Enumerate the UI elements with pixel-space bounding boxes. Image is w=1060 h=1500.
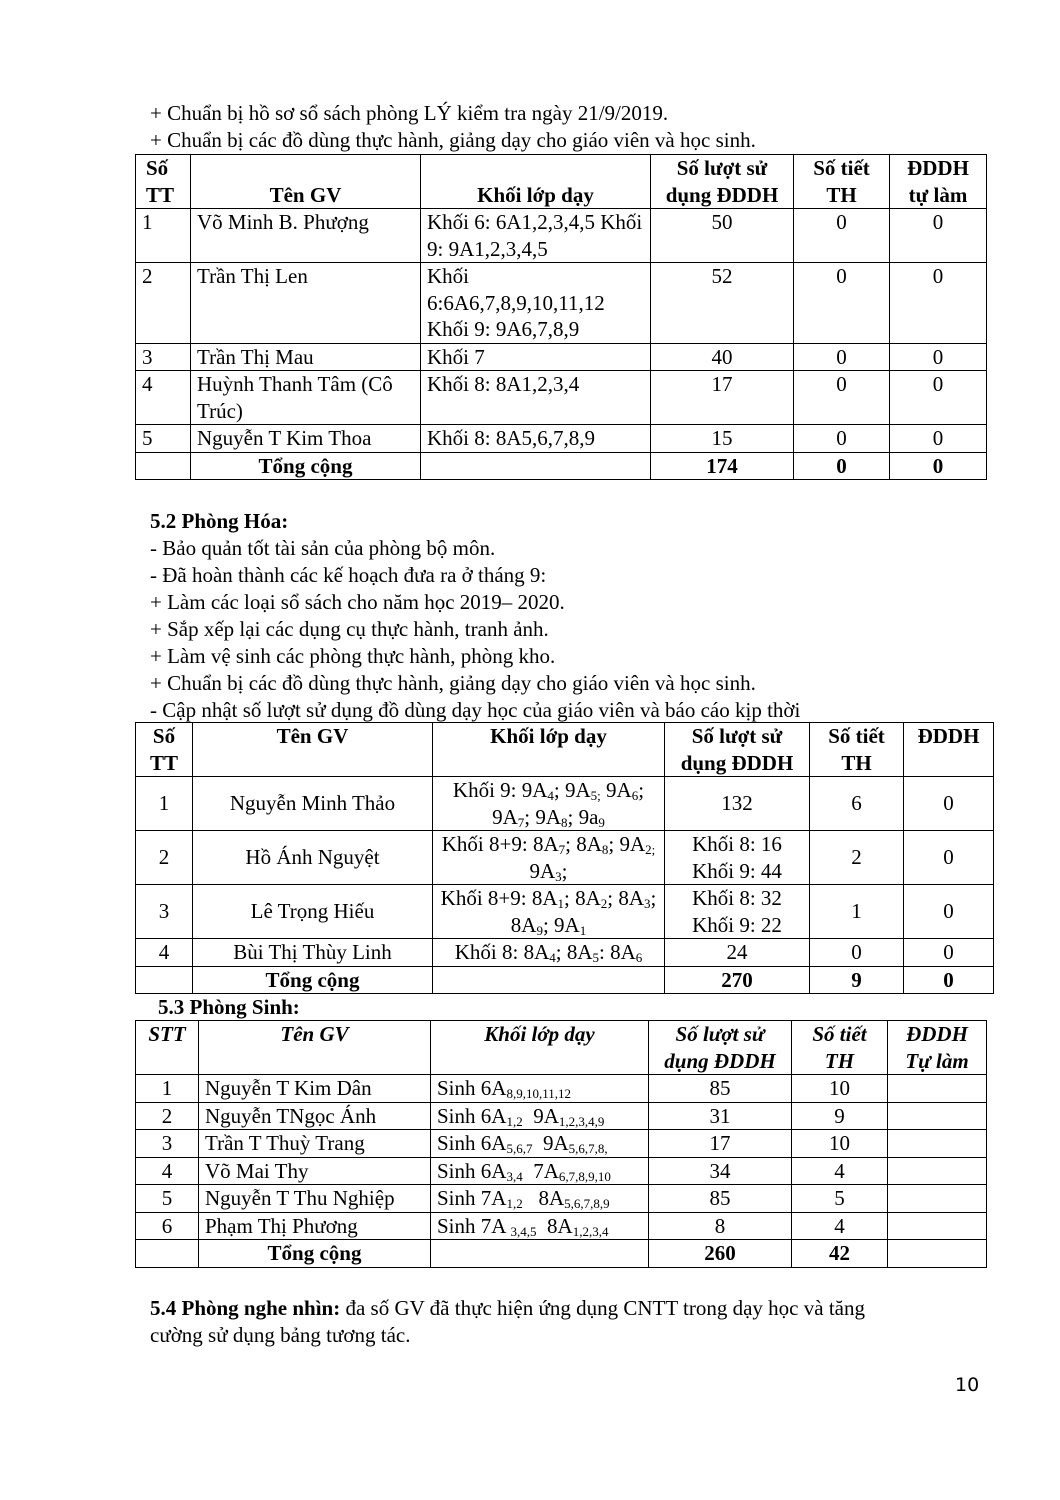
table-row xyxy=(136,1185,987,1213)
row-uses: 85 xyxy=(649,1075,792,1103)
total-label: Tổng cộng xyxy=(199,1240,431,1268)
row-grade: Sinh $6A_{1,2}$ $9A_{1,2,3,4,9}$ xyxy=(431,1102,649,1130)
row-stt: 4 xyxy=(136,1157,199,1185)
total-empty-cell xyxy=(421,452,651,480)
total-label: Tổng cộng xyxy=(191,452,421,480)
row-grade: Khối 8: 8A5,6,7,8,9 xyxy=(421,425,651,453)
row-teacher: Nguyễn T Kim Dân xyxy=(199,1075,431,1103)
row-stt: 5 xyxy=(136,425,191,453)
total-self-made xyxy=(888,1240,987,1268)
table-row xyxy=(136,1130,987,1158)
table-row xyxy=(136,777,994,831)
row-practice: 9 xyxy=(792,1102,888,1130)
table-row xyxy=(136,371,987,425)
header-self-made: ĐDDH Tự làm xyxy=(888,1021,987,1075)
section-5-2-line: + Chuẩn bị các đồ dùng thực hành, giảng dạy cho giáo viên và học sinh. xyxy=(150,671,756,695)
section-5-2-line: - Cập nhật số lượt sử dụng đồ dùng dạy học của giáo viên và báo cáo kịp thời xyxy=(150,698,801,722)
section-5-2-heading: 5.2 Phòng Hóa: xyxy=(150,509,289,533)
row-self-made: 0 xyxy=(904,831,994,885)
header-grade: Khối lớp dạy xyxy=(421,155,651,209)
total-practice: 9 xyxy=(810,966,904,994)
total-practice: 0 xyxy=(794,452,890,480)
row-stt: 6 xyxy=(136,1212,199,1240)
row-uses: 24 xyxy=(665,939,810,967)
row-teacher: Nguyễn T Thu Nghiệp xyxy=(199,1185,431,1213)
table-row xyxy=(136,1075,987,1103)
header-grade: Khối lớp dạy xyxy=(433,723,665,777)
row-grade: Khối 6: 6A1,2,3,4,5 Khối 9: 9A1,2,3,4,5 xyxy=(421,209,651,263)
header-teacher: Tên GV xyxy=(193,723,433,777)
row-teacher: Bùi Thị Thùy Linh xyxy=(193,939,433,967)
total-empty-cell xyxy=(136,966,193,994)
table-chemistry-room xyxy=(135,722,994,994)
row-self-made: 0 xyxy=(904,777,994,831)
row-teacher: Trần Thị Len xyxy=(191,263,421,344)
row-uses: 40 xyxy=(651,343,794,371)
row-practice: 10 xyxy=(792,1075,888,1103)
header-stt: STT xyxy=(136,1021,199,1075)
header-uses: Số lượt sử dụng ĐDDH xyxy=(651,155,794,209)
row-stt: 2 xyxy=(136,1102,199,1130)
row-self-made: 0 xyxy=(904,939,994,967)
row-stt: 1 xyxy=(136,209,191,263)
row-self-made: 0 xyxy=(890,209,987,263)
row-stt: 2 xyxy=(136,263,191,344)
row-uses: Khối 8: 16 Khối 9: 44 xyxy=(665,831,810,885)
row-grade: Khối 8: $8A_4$; $8A_5$: $8A_6$ xyxy=(433,939,665,967)
table-header-row xyxy=(136,1021,987,1075)
total-empty-cell xyxy=(136,1240,199,1268)
table-row xyxy=(136,209,987,263)
table-header-row xyxy=(136,155,987,209)
table-row xyxy=(136,939,994,967)
header-stt: Số TT xyxy=(136,723,193,777)
table-row xyxy=(136,425,987,453)
row-teacher: Trần T Thuỳ Trang xyxy=(199,1130,431,1158)
row-practice: 1 xyxy=(810,885,904,939)
row-stt: 3 xyxy=(136,885,193,939)
row-teacher: Phạm Thị Phương xyxy=(199,1212,431,1240)
row-self-made: 0 xyxy=(890,371,987,425)
header-teacher: Tên GV xyxy=(199,1021,431,1075)
row-stt: 2 xyxy=(136,831,193,885)
row-self-made xyxy=(888,1102,987,1130)
total-self-made: 0 xyxy=(890,452,987,480)
section-5-2-line: + Sắp xếp lại các dụng cụ thực hành, tranh ảnh. xyxy=(150,617,549,641)
row-uses: 8 xyxy=(649,1212,792,1240)
row-stt: 1 xyxy=(136,1075,199,1103)
table-physics-room xyxy=(135,154,987,480)
header-practice: Số tiết TH xyxy=(794,155,890,209)
row-self-made xyxy=(888,1185,987,1213)
row-practice: 6 xyxy=(810,777,904,831)
row-grade: Sinh $6A_{3,4}$ $7A_{6,7,8,9,10}$ xyxy=(431,1157,649,1185)
header-uses: Số lượt sử dụng ĐDDH xyxy=(649,1021,792,1075)
section-5-4-text-line-2: cường sử dụng bảng tương tác. xyxy=(150,1323,411,1347)
total-uses: 260 xyxy=(649,1240,792,1268)
section-5-2-line: - Đã hoàn thành các kế hoạch đưa ra ở tháng 9: xyxy=(150,563,547,587)
row-uses: 85 xyxy=(649,1185,792,1213)
section-5-4-paragraph xyxy=(150,1295,865,1322)
row-teacher: Nguyễn TNgọc Ánh xyxy=(199,1102,431,1130)
total-practice: 42 xyxy=(792,1240,888,1268)
section-5-2-line: + Làm vệ sinh các phòng thực hành, phòng kho. xyxy=(150,644,556,668)
section-5-2-line: + Làm các loại sổ sách cho năm học 2019– 2020. xyxy=(150,590,565,614)
row-stt: 3 xyxy=(136,1130,199,1158)
row-practice: 4 xyxy=(792,1157,888,1185)
total-uses: 174 xyxy=(651,452,794,480)
row-stt: 4 xyxy=(136,939,193,967)
row-self-made xyxy=(888,1212,987,1240)
header-stt: Số TT xyxy=(136,155,191,209)
row-uses: 132 xyxy=(665,777,810,831)
header-self-made: ĐDDH xyxy=(904,723,994,777)
row-uses: 50 xyxy=(651,209,794,263)
row-grade: Sinh 7A $_{3,4,5}$ $8A_{1,2,3,4}$ xyxy=(431,1212,649,1240)
table-row xyxy=(136,343,987,371)
table-total-row xyxy=(136,452,987,480)
row-uses: 34 xyxy=(649,1157,792,1185)
row-grade: Khối 8+9: $8A_7$; $8A_8$; $9A_{2;}$ $9A_3$; xyxy=(433,831,665,885)
row-self-made xyxy=(888,1157,987,1185)
row-grade: Khối 9: $9A_4$; $9A_{5;}$ $9A_6$; $9A_7$; $9A_8$; $9a_9$ xyxy=(433,777,665,831)
row-stt: 5 xyxy=(136,1185,199,1213)
page-number: 10 xyxy=(955,1374,980,1396)
row-self-made: 0 xyxy=(904,885,994,939)
row-practice: 0 xyxy=(794,343,890,371)
total-empty-cell xyxy=(431,1240,649,1268)
header-uses: Số lượt sử dụng ĐDDH xyxy=(665,723,810,777)
header-grade: Khối lớp dạy xyxy=(431,1021,649,1075)
header-self-made: ĐDDH tự làm xyxy=(890,155,987,209)
section-5-4-heading: 5.4 Phòng nghe nhìn: xyxy=(150,1296,341,1320)
row-grade: Khối 8+9: $8A_1$; $8A_2$; $8A_3$; $8A_9$; $9A_1$ xyxy=(433,885,665,939)
table-row xyxy=(136,1212,987,1240)
intro-line-1: + Chuẩn bị hồ sơ sổ sách phòng LÝ kiểm tra ngày 21/9/2019. xyxy=(150,101,669,125)
row-grade: Khối 8: 8A1,2,3,4 xyxy=(421,371,651,425)
total-uses: 270 xyxy=(665,966,810,994)
table-row xyxy=(136,1102,987,1130)
row-teacher: Hồ Ánh Nguyệt xyxy=(193,831,433,885)
row-teacher: Huỳnh Thanh Tâm (Cô Trúc) xyxy=(191,371,421,425)
row-grade: Sinh $7A_{1,2}$ $8A_{5,6,7,8,9}$ xyxy=(431,1185,649,1213)
header-teacher: Tên GV xyxy=(191,155,421,209)
row-self-made xyxy=(888,1130,987,1158)
section-5-4-text: đa số GV đã thực hiện ứng dụng CNTT trong dạy học và tăng xyxy=(340,1296,865,1320)
row-uses: 15 xyxy=(651,425,794,453)
row-practice: 10 xyxy=(792,1130,888,1158)
row-teacher: Nguyễn Minh Thảo xyxy=(193,777,433,831)
row-grade: Sinh $6A_{5,6,7}$ $9A_{5,6,7,8,}$ xyxy=(431,1130,649,1158)
row-practice: 0 xyxy=(794,371,890,425)
row-practice: 5 xyxy=(792,1185,888,1213)
row-practice: 2 xyxy=(810,831,904,885)
row-uses: 31 xyxy=(649,1102,792,1130)
row-stt: 3 xyxy=(136,343,191,371)
total-self-made: 0 xyxy=(904,966,994,994)
section-5-3-heading: 5.3 Phòng Sinh: xyxy=(158,995,300,1019)
table-row xyxy=(136,885,994,939)
row-grade: Khối 7 xyxy=(421,343,651,371)
total-empty-cell xyxy=(433,966,665,994)
row-grade: Khối 6:6A6,7,8,9,10,11,12 Khối 9: 9A6,7,8,9 xyxy=(421,263,651,344)
row-stt: 1 xyxy=(136,777,193,831)
row-uses: Khối 8: 32 Khối 9: 22 xyxy=(665,885,810,939)
table-total-row xyxy=(136,1240,987,1268)
row-teacher: Nguyễn T Kim Thoa xyxy=(191,425,421,453)
row-uses: 52 xyxy=(651,263,794,344)
total-label: Tổng cộng xyxy=(193,966,433,994)
row-uses: 17 xyxy=(649,1130,792,1158)
row-practice: 0 xyxy=(810,939,904,967)
row-self-made: 0 xyxy=(890,263,987,344)
row-stt: 4 xyxy=(136,371,191,425)
header-practice: Số tiết TH xyxy=(792,1021,888,1075)
row-practice: 4 xyxy=(792,1212,888,1240)
table-row xyxy=(136,1157,987,1185)
row-self-made: 0 xyxy=(890,343,987,371)
row-practice: 0 xyxy=(794,209,890,263)
section-5-2-line: - Bảo quản tốt tài sản của phòng bộ môn. xyxy=(150,536,496,560)
row-teacher: Võ Minh B. Phượng xyxy=(191,209,421,263)
total-empty-cell xyxy=(136,452,191,480)
header-practice: Số tiết TH xyxy=(810,723,904,777)
intro-line-2: + Chuẩn bị các đồ dùng thực hành, giảng dạy cho giáo viên và học sinh. xyxy=(150,128,756,152)
table-header-row xyxy=(136,723,994,777)
row-self-made: 0 xyxy=(890,425,987,453)
table-total-row xyxy=(136,966,994,994)
table-row xyxy=(136,263,987,344)
row-teacher: Trần Thị Mau xyxy=(191,343,421,371)
row-practice: 0 xyxy=(794,425,890,453)
row-teacher: Võ Mai Thy xyxy=(199,1157,431,1185)
row-grade: Sinh $6A_{8,9,10,11,12}$ xyxy=(431,1075,649,1103)
row-practice: 0 xyxy=(794,263,890,344)
row-uses: 17 xyxy=(651,371,794,425)
row-teacher: Lê Trọng Hiếu xyxy=(193,885,433,939)
row-self-made xyxy=(888,1075,987,1103)
table-biology-room xyxy=(135,1020,987,1268)
table-row xyxy=(136,831,994,885)
